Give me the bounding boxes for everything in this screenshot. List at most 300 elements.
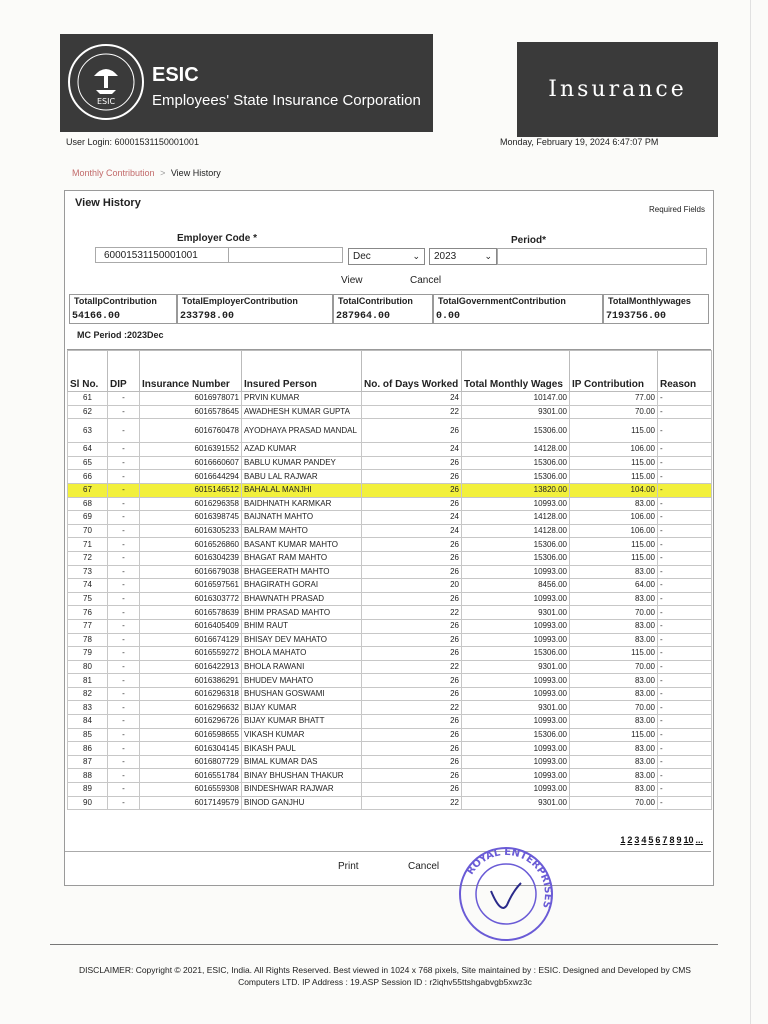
- employer-code-label: Employer Code *: [177, 233, 258, 244]
- cell-sl-no: 64: [68, 443, 108, 457]
- year-select[interactable]: [429, 248, 497, 265]
- cell-insured-person: BHAGIRATH GORAI: [242, 579, 362, 593]
- cell-sl-no: 67: [68, 483, 108, 497]
- table-row: [68, 456, 712, 470]
- cell-days-worked: 26: [362, 619, 462, 633]
- cell-sl-no: 63: [68, 419, 108, 443]
- cell-ip-contribution: 83.00: [570, 715, 658, 729]
- table-row: [68, 565, 712, 579]
- cancel-bottom-button[interactable]: Cancel: [408, 861, 440, 872]
- table-row: [68, 483, 712, 497]
- table-row: [68, 647, 712, 661]
- cell-insured-person: BIJAY KUMAR BHATT: [242, 715, 362, 729]
- cell-monthly-wages: 9301.00: [462, 660, 570, 674]
- cell-reason: -: [658, 660, 712, 674]
- chevron-down-icon: ⌄: [484, 251, 492, 261]
- cell-dip: -: [108, 755, 140, 769]
- cell-reason: -: [658, 419, 712, 443]
- table-row: [68, 524, 712, 538]
- cell-ip-contribution: 115.00: [570, 647, 658, 661]
- cell-dip: -: [108, 483, 140, 497]
- cell-ip-contribution: 83.00: [570, 633, 658, 647]
- table-body: [68, 392, 712, 810]
- cell-ip-contribution: 70.00: [570, 660, 658, 674]
- cell-ip-contribution: 115.00: [570, 419, 658, 443]
- cell-insured-person: BHAGAT RAM MAHTO: [242, 551, 362, 565]
- cell-monthly-wages: 10993.00: [462, 755, 570, 769]
- total-wages-value: 7193756.00: [606, 311, 667, 322]
- cell-reason: -: [658, 606, 712, 620]
- period-extra-box: [497, 248, 707, 265]
- cell-days-worked: 26: [362, 419, 462, 443]
- table-row: [68, 606, 712, 620]
- cell-ip-contribution: 83.00: [570, 769, 658, 783]
- total-employer-contribution-cell: [177, 294, 333, 324]
- cell-insurance-number: 6016559272: [140, 647, 242, 661]
- cell-ip-contribution: 106.00: [570, 443, 658, 457]
- cell-reason: -: [658, 647, 712, 661]
- col-insurance-number: Insurance Number: [140, 351, 242, 392]
- table-row: [68, 755, 712, 769]
- cell-monthly-wages: 10993.00: [462, 565, 570, 579]
- contribution-grid: [67, 349, 711, 828]
- cell-reason: -: [658, 755, 712, 769]
- cell-reason: -: [658, 456, 712, 470]
- table-row: [68, 783, 712, 797]
- cell-insurance-number: 6016578645: [140, 405, 242, 419]
- cell-monthly-wages: 9301.00: [462, 796, 570, 810]
- total-govt-label: TotalGovernmentContribution: [438, 296, 566, 306]
- cell-monthly-wages: 14128.00: [462, 511, 570, 525]
- cell-monthly-wages: 15306.00: [462, 647, 570, 661]
- insurance-banner: Insurance: [517, 42, 718, 137]
- cell-reason: -: [658, 796, 712, 810]
- print-button[interactable]: Print: [338, 861, 359, 872]
- cell-sl-no: 80: [68, 660, 108, 674]
- page-link[interactable]: 1: [620, 835, 626, 845]
- cell-dip: -: [108, 674, 140, 688]
- cell-sl-no: 81: [68, 674, 108, 688]
- cell-dip: -: [108, 687, 140, 701]
- cell-monthly-wages: 15306.00: [462, 728, 570, 742]
- cell-monthly-wages: 15306.00: [462, 419, 570, 443]
- cell-dip: -: [108, 551, 140, 565]
- cell-dip: -: [108, 619, 140, 633]
- cell-dip: -: [108, 592, 140, 606]
- cell-reason: -: [658, 769, 712, 783]
- total-wages-label: TotalMonthlywages: [608, 296, 691, 306]
- total-monthly-wages-cell: [603, 294, 709, 324]
- cell-insured-person: AZAD KUMAR: [242, 443, 362, 457]
- cell-sl-no: 82: [68, 687, 108, 701]
- cell-dip: -: [108, 660, 140, 674]
- cell-reason: -: [658, 701, 712, 715]
- cell-sl-no: 76: [68, 606, 108, 620]
- breadcrumb-current: View History: [170, 168, 221, 178]
- cell-ip-contribution: 83.00: [570, 783, 658, 797]
- cell-days-worked: 26: [362, 470, 462, 484]
- cell-sl-no: 69: [68, 511, 108, 525]
- cell-days-worked: 26: [362, 647, 462, 661]
- cell-days-worked: 24: [362, 511, 462, 525]
- cell-sl-no: 78: [68, 633, 108, 647]
- cell-insurance-number: 6016305233: [140, 524, 242, 538]
- input-divider: [228, 248, 229, 262]
- cell-insurance-number: 6016598655: [140, 728, 242, 742]
- cell-reason: -: [658, 511, 712, 525]
- table-row: [68, 769, 712, 783]
- cell-ip-contribution: 115.00: [570, 728, 658, 742]
- disclaimer-line-2: Computers LTD. IP Address : 19.ASP Session ID : r2iqhv55ttshgabvgb5xwz3c: [238, 977, 532, 987]
- cell-insurance-number: 6016391552: [140, 443, 242, 457]
- cell-reason: -: [658, 674, 712, 688]
- cell-insurance-number: 6016296358: [140, 497, 242, 511]
- cell-dip: -: [108, 511, 140, 525]
- cell-reason: -: [658, 497, 712, 511]
- cell-monthly-wages: 15306.00: [462, 470, 570, 484]
- cell-dip: -: [108, 728, 140, 742]
- cell-insurance-number: 6016303772: [140, 592, 242, 606]
- cell-insured-person: PRVIN KUMAR: [242, 392, 362, 406]
- page-link[interactable]: 8: [669, 835, 675, 845]
- cell-sl-no: 70: [68, 524, 108, 538]
- disclaimer: [40, 964, 730, 988]
- cell-reason: -: [658, 470, 712, 484]
- table-row: [68, 701, 712, 715]
- page-edge: [750, 0, 751, 1024]
- table-row: [68, 796, 712, 810]
- cell-monthly-wages: 9301.00: [462, 701, 570, 715]
- cell-days-worked: 26: [362, 715, 462, 729]
- cell-days-worked: 26: [362, 742, 462, 756]
- page-link[interactable]: 5: [648, 835, 654, 845]
- cell-dip: -: [108, 565, 140, 579]
- cell-dip: -: [108, 456, 140, 470]
- cell-ip-contribution: 70.00: [570, 796, 658, 810]
- total-government-contribution-cell: [433, 294, 603, 324]
- cell-monthly-wages: 10993.00: [462, 687, 570, 701]
- cell-insured-person: BHOLA RAWANI: [242, 660, 362, 674]
- cell-sl-no: 65: [68, 456, 108, 470]
- esic-header-banner: [60, 34, 433, 132]
- table-row: [68, 497, 712, 511]
- cell-insurance-number: 6015146512: [140, 483, 242, 497]
- mc-period: MC Period :2023Dec: [77, 330, 164, 340]
- cell-days-worked: 26: [362, 674, 462, 688]
- total-ip-label: TotalIpContribution: [74, 296, 157, 306]
- cell-sl-no: 68: [68, 497, 108, 511]
- cell-insured-person: BHAWNATH PRASAD: [242, 592, 362, 606]
- cell-sl-no: 77: [68, 619, 108, 633]
- total-contribution-label: TotalContribution: [338, 296, 413, 306]
- cell-days-worked: 26: [362, 497, 462, 511]
- cell-days-worked: 26: [362, 565, 462, 579]
- cell-insurance-number: 6016597561: [140, 579, 242, 593]
- cell-days-worked: 24: [362, 443, 462, 457]
- table-row: [68, 742, 712, 756]
- cell-insurance-number: 6016386291: [140, 674, 242, 688]
- cell-reason: -: [658, 687, 712, 701]
- cell-insurance-number: 6016304145: [140, 742, 242, 756]
- cell-days-worked: 26: [362, 551, 462, 565]
- cell-reason: -: [658, 524, 712, 538]
- cell-sl-no: 61: [68, 392, 108, 406]
- cell-days-worked: 26: [362, 755, 462, 769]
- table-row: [68, 392, 712, 406]
- period-label: Period*: [511, 235, 547, 246]
- total-ip-value: 54166.00: [72, 311, 121, 322]
- cell-insured-person: BHUSHAN GOSWAMI: [242, 687, 362, 701]
- cell-ip-contribution: 64.00: [570, 579, 658, 593]
- cell-insured-person: BHOLA MAHATO: [242, 647, 362, 661]
- cell-days-worked: 26: [362, 633, 462, 647]
- cell-sl-no: 86: [68, 742, 108, 756]
- cell-monthly-wages: 10993.00: [462, 674, 570, 688]
- total-ip-contribution-cell: [69, 294, 177, 324]
- cell-insured-person: BALRAM MAHTO: [242, 524, 362, 538]
- panel-title: View History: [75, 197, 141, 209]
- breadcrumb: [72, 168, 221, 178]
- cell-reason: -: [658, 538, 712, 552]
- col-reason: Reason: [658, 351, 712, 392]
- col-dip: DIP: [108, 351, 140, 392]
- cell-dip: -: [108, 392, 140, 406]
- cell-sl-no: 87: [68, 755, 108, 769]
- table-row: [68, 511, 712, 525]
- page-link[interactable]: ...: [695, 835, 703, 845]
- page-link[interactable]: 2: [627, 835, 633, 845]
- table-row: [68, 551, 712, 565]
- cell-insured-person: BASANT KUMAR MAHTO: [242, 538, 362, 552]
- cell-sl-no: 75: [68, 592, 108, 606]
- cell-insured-person: AYODHAYA PRASAD MANDAL: [242, 419, 362, 443]
- col-sl-no: Sl No.: [68, 351, 108, 392]
- required-fields-note: Required Fields: [648, 205, 705, 214]
- cell-sl-no: 89: [68, 783, 108, 797]
- cell-dip: -: [108, 470, 140, 484]
- cell-days-worked: 24: [362, 392, 462, 406]
- col-days-worked: No. of Days Worked: [362, 351, 462, 392]
- cell-monthly-wages: 10993.00: [462, 497, 570, 511]
- cell-insured-person: BINDESHWAR RAJWAR: [242, 783, 362, 797]
- cell-ip-contribution: 70.00: [570, 405, 658, 419]
- table-header-row: [68, 351, 712, 392]
- cell-sl-no: 62: [68, 405, 108, 419]
- cell-monthly-wages: 10993.00: [462, 783, 570, 797]
- cell-insurance-number: 6016526860: [140, 538, 242, 552]
- cell-insurance-number: 6016978071: [140, 392, 242, 406]
- cell-dip: -: [108, 796, 140, 810]
- cell-ip-contribution: 106.00: [570, 524, 658, 538]
- cell-ip-contribution: 77.00: [570, 392, 658, 406]
- month-select[interactable]: [348, 248, 425, 265]
- cell-insurance-number: 6016578639: [140, 606, 242, 620]
- cell-reason: -: [658, 579, 712, 593]
- cell-monthly-wages: 10993.00: [462, 742, 570, 756]
- cell-ip-contribution: 83.00: [570, 565, 658, 579]
- cell-insurance-number: 6016559308: [140, 783, 242, 797]
- login-datetime: Monday, February 19, 2024 6:47:07 PM: [500, 137, 659, 147]
- table-row: [68, 470, 712, 484]
- cell-days-worked: 26: [362, 483, 462, 497]
- breadcrumb-separator: >: [160, 168, 166, 178]
- cell-insured-person: BHUDEV MAHATO: [242, 674, 362, 688]
- cell-sl-no: 84: [68, 715, 108, 729]
- cell-days-worked: 24: [362, 524, 462, 538]
- cell-sl-no: 79: [68, 647, 108, 661]
- cell-monthly-wages: 9301.00: [462, 405, 570, 419]
- cell-ip-contribution: 83.00: [570, 687, 658, 701]
- cell-reason: -: [658, 633, 712, 647]
- cell-sl-no: 71: [68, 538, 108, 552]
- cell-monthly-wages: 10993.00: [462, 633, 570, 647]
- cell-reason: -: [658, 483, 712, 497]
- cell-insured-person: BABLU KUMAR PANDEY: [242, 456, 362, 470]
- cell-insured-person: BABU LAL RAJWAR: [242, 470, 362, 484]
- cell-insured-person: BAIDHNATH KARMKAR: [242, 497, 362, 511]
- cell-days-worked: 22: [362, 796, 462, 810]
- lamp-emblem-icon: [70, 46, 142, 118]
- total-contribution-value: 287964.00: [336, 311, 391, 322]
- cell-ip-contribution: 83.00: [570, 497, 658, 511]
- table-row: [68, 633, 712, 647]
- cell-monthly-wages: 14128.00: [462, 443, 570, 457]
- cell-monthly-wages: 15306.00: [462, 456, 570, 470]
- cell-insured-person: BIKASH PAUL: [242, 742, 362, 756]
- footer-divider: [50, 944, 718, 945]
- cell-monthly-wages: 9301.00: [462, 606, 570, 620]
- cell-insured-person: BIJAY KUMAR: [242, 701, 362, 715]
- cell-insurance-number: 6016422913: [140, 660, 242, 674]
- cell-reason: -: [658, 619, 712, 633]
- cell-monthly-wages: 8456.00: [462, 579, 570, 593]
- cell-monthly-wages: 10993.00: [462, 619, 570, 633]
- table-row: [68, 660, 712, 674]
- cell-dip: -: [108, 701, 140, 715]
- totals-table: [69, 294, 709, 324]
- cell-reason: -: [658, 742, 712, 756]
- table-row: [68, 592, 712, 606]
- cell-days-worked: 22: [362, 606, 462, 620]
- cell-days-worked: 26: [362, 687, 462, 701]
- cell-days-worked: 26: [362, 538, 462, 552]
- cell-sl-no: 90: [68, 796, 108, 810]
- cell-insurance-number: 6016398745: [140, 511, 242, 525]
- cell-dip: -: [108, 715, 140, 729]
- cell-insurance-number: 6016405409: [140, 619, 242, 633]
- total-govt-value: 0.00: [436, 311, 461, 322]
- svg-text:ROYAL ENTERPRISES: ROYAL ENTERPRISES: [465, 846, 554, 910]
- cell-dip: -: [108, 524, 140, 538]
- cell-dip: -: [108, 769, 140, 783]
- cell-dip: -: [108, 647, 140, 661]
- table-row: [68, 687, 712, 701]
- company-stamp: [455, 845, 557, 943]
- page-link[interactable]: 10: [683, 835, 694, 845]
- table-row: [68, 674, 712, 688]
- cell-ip-contribution: 83.00: [570, 619, 658, 633]
- table-row: [68, 619, 712, 633]
- employer-code-input[interactable]: [95, 247, 343, 263]
- page-link[interactable]: 9: [676, 835, 682, 845]
- cell-days-worked: 22: [362, 701, 462, 715]
- total-contribution-cell: [333, 294, 433, 324]
- cell-monthly-wages: 10993.00: [462, 715, 570, 729]
- cell-dip: -: [108, 783, 140, 797]
- cell-insured-person: BINAY BHUSHAN THAKUR: [242, 769, 362, 783]
- cell-sl-no: 66: [68, 470, 108, 484]
- cell-insurance-number: 6016760478: [140, 419, 242, 443]
- cell-days-worked: 22: [362, 405, 462, 419]
- cell-ip-contribution: 83.00: [570, 674, 658, 688]
- cell-monthly-wages: 13820.00: [462, 483, 570, 497]
- page-link[interactable]: 7: [662, 835, 668, 845]
- month-value: Dec: [353, 251, 371, 262]
- cell-sl-no: 85: [68, 728, 108, 742]
- cell-dip: -: [108, 606, 140, 620]
- cell-dip: -: [108, 633, 140, 647]
- cell-insurance-number: 6016296632: [140, 701, 242, 715]
- cell-insurance-number: 6016296318: [140, 687, 242, 701]
- cell-insurance-number: 6017149579: [140, 796, 242, 810]
- cell-ip-contribution: 104.00: [570, 483, 658, 497]
- table-row: [68, 405, 712, 419]
- page-link[interactable]: 6: [655, 835, 661, 845]
- cell-insurance-number: 6016551784: [140, 769, 242, 783]
- cell-insured-person: BINOD GANJHU: [242, 796, 362, 810]
- cell-days-worked: 20: [362, 579, 462, 593]
- cell-monthly-wages: 10993.00: [462, 592, 570, 606]
- year-value: 2023: [434, 251, 457, 262]
- total-employer-value: 233798.00: [180, 311, 235, 322]
- cell-insured-person: AWADHESH KUMAR GUPTA: [242, 405, 362, 419]
- breadcrumb-monthly-contribution[interactable]: Monthly Contribution: [72, 168, 155, 178]
- cell-reason: -: [658, 405, 712, 419]
- page-link[interactable]: 4: [641, 835, 647, 845]
- cell-ip-contribution: 83.00: [570, 592, 658, 606]
- cell-insurance-number: 6016679038: [140, 565, 242, 579]
- view-button[interactable]: View: [341, 275, 363, 286]
- cell-insured-person: BAIJNATH MAHTO: [242, 511, 362, 525]
- cell-insurance-number: 6016807729: [140, 755, 242, 769]
- cell-insured-person: BHAGEERATH MAHTO: [242, 565, 362, 579]
- cell-dip: -: [108, 443, 140, 457]
- cell-insurance-number: 6016674129: [140, 633, 242, 647]
- contribution-table: [67, 350, 712, 810]
- page-link[interactable]: 3: [634, 835, 640, 845]
- svg-text:ESIC: ESIC: [96, 97, 116, 106]
- cell-dip: -: [108, 742, 140, 756]
- cell-reason: -: [658, 551, 712, 565]
- cell-insurance-number: 6016304239: [140, 551, 242, 565]
- employer-code-value: 60001531150001001: [104, 250, 198, 261]
- cell-monthly-wages: 15306.00: [462, 538, 570, 552]
- cell-reason: -: [658, 392, 712, 406]
- cell-dip: -: [108, 579, 140, 593]
- cell-dip: -: [108, 497, 140, 511]
- cell-sl-no: 88: [68, 769, 108, 783]
- table-row: [68, 715, 712, 729]
- view-history-panel: [64, 190, 714, 886]
- cell-dip: -: [108, 538, 140, 552]
- cancel-button[interactable]: Cancel: [410, 275, 442, 286]
- cell-days-worked: 26: [362, 728, 462, 742]
- cell-days-worked: 22: [362, 660, 462, 674]
- cell-sl-no: 73: [68, 565, 108, 579]
- cell-monthly-wages: 10147.00: [462, 392, 570, 406]
- table-row: [68, 538, 712, 552]
- cell-ip-contribution: 115.00: [570, 470, 658, 484]
